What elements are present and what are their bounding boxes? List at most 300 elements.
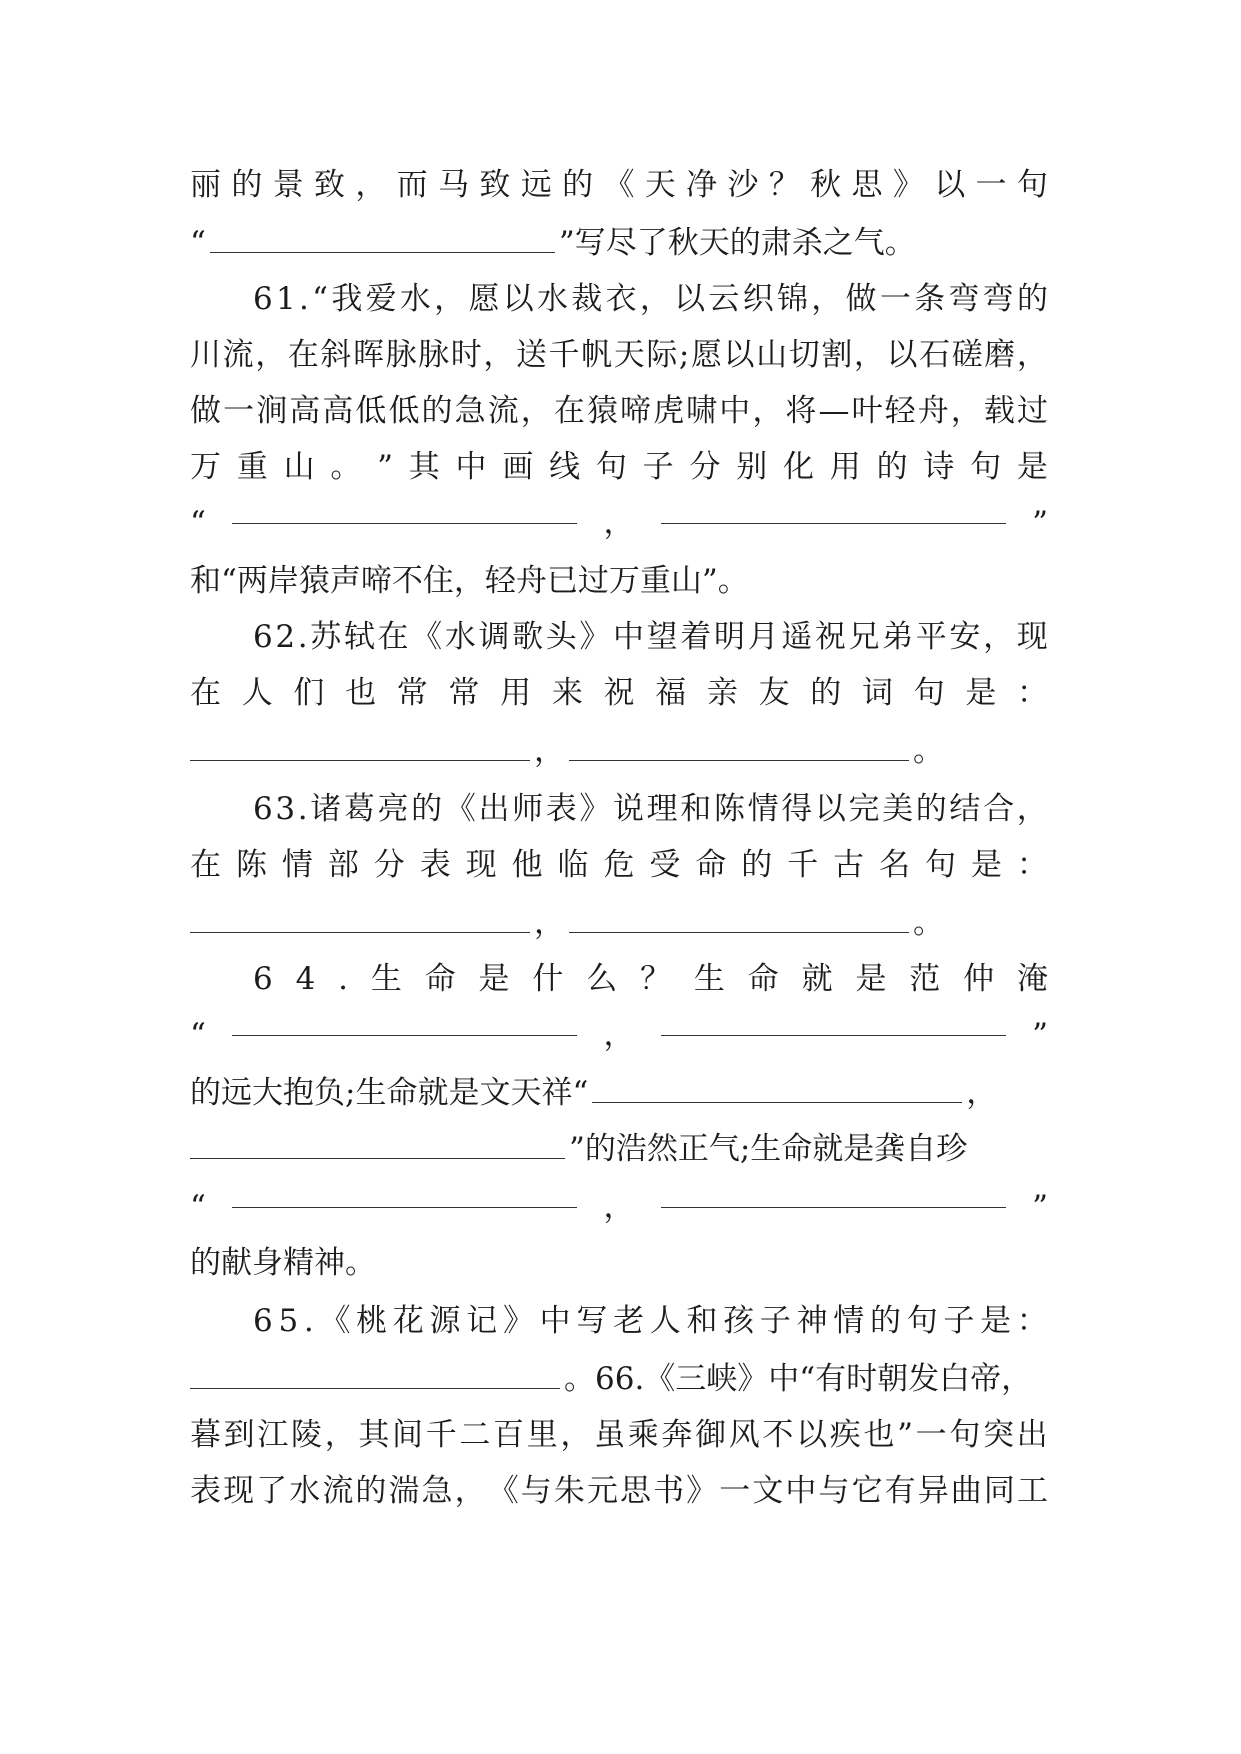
text-char: 以	[796, 1417, 828, 1453]
text-char: ，	[454, 1473, 486, 1509]
text-char: 2	[275, 619, 296, 655]
text-char: 月	[747, 619, 779, 655]
text-char: 磋	[951, 337, 983, 373]
comma: ，	[966, 1075, 998, 1111]
close-quote: ”	[1032, 1189, 1048, 1225]
text-char: 诸	[310, 791, 342, 827]
text-char: 以	[886, 337, 918, 373]
text-char: 神	[796, 1303, 828, 1339]
text-char: 的	[876, 449, 908, 485]
text-char: 文	[752, 1473, 784, 1509]
text-char: 句	[913, 675, 945, 711]
text-char: 完	[848, 791, 880, 827]
text-char: ，	[983, 619, 1015, 655]
text-char: 画	[502, 449, 534, 485]
text-char: 常	[396, 675, 428, 711]
text-char: ？	[768, 167, 800, 203]
text-char: 常	[448, 675, 480, 711]
text-char: 现	[465, 847, 497, 883]
text-char: 1	[276, 281, 296, 317]
text-char: .	[299, 281, 309, 317]
text-char: 祝	[603, 675, 635, 711]
text-char: ”	[897, 1417, 913, 1453]
text-char: 是	[855, 961, 887, 997]
answer-blank[interactable]	[232, 1006, 577, 1036]
close-quote: ”	[1032, 505, 1048, 541]
text-char: 万	[190, 449, 221, 485]
text-char: 就	[801, 961, 833, 997]
text-char: 二	[459, 1417, 491, 1453]
text-char: 写	[576, 1303, 608, 1339]
text-char: 有	[884, 1473, 916, 1509]
text-char: 在	[190, 675, 221, 711]
text-char: 其	[358, 1417, 390, 1453]
text-char: 人	[241, 675, 273, 711]
text-char: 。	[330, 449, 362, 485]
text-char: 亲	[706, 675, 738, 711]
text-char: ？	[640, 961, 672, 997]
comma: ，	[603, 1017, 635, 1053]
text-char: 子	[943, 1303, 975, 1339]
text-char: 里	[526, 1417, 558, 1453]
text-line	[253, 1292, 1048, 1350]
text-char: 织	[742, 281, 774, 317]
text-char: 他	[511, 847, 543, 883]
text-char: 的	[421, 393, 453, 429]
text-char: 水	[289, 1473, 321, 1509]
text-char: 化	[783, 449, 815, 485]
answer-blank[interactable]	[190, 1129, 565, 1159]
text-char: 我	[331, 281, 363, 317]
text-char: 天	[644, 167, 676, 203]
text-char: 的	[355, 1473, 387, 1509]
text-line	[190, 156, 1048, 214]
text-char: 愿	[468, 281, 500, 317]
text-char: 祝	[814, 619, 846, 655]
text-char: 着	[680, 619, 712, 655]
text-char: 书	[653, 1473, 685, 1509]
text-char: 5	[278, 1303, 299, 1339]
text-char: .	[297, 619, 308, 655]
text-char: 衣	[605, 281, 637, 317]
text-char: 用	[829, 449, 861, 485]
text-char: 急	[421, 1473, 453, 1509]
text-line	[253, 780, 1048, 838]
text-char: 弯	[948, 281, 980, 317]
text-line	[190, 1350, 1048, 1408]
text-char: 头	[545, 619, 577, 655]
text-char: ”	[377, 449, 393, 485]
text-char: 而	[396, 167, 428, 203]
text-char: 朱	[553, 1473, 585, 1509]
text-char: 陈	[713, 791, 745, 827]
text-char: 兄	[848, 619, 880, 655]
text-line	[190, 494, 1048, 552]
text-char: 条	[914, 281, 946, 317]
text-char: 和	[680, 791, 712, 827]
text-char: 帆	[581, 337, 613, 373]
text-char: ：	[1016, 1303, 1048, 1339]
text-char: 载	[983, 393, 1015, 429]
text-char: 词	[861, 675, 893, 711]
text-char: 的	[1016, 281, 1048, 317]
text-char: 湍	[388, 1473, 420, 1509]
text-line: 和“两岸猿声啼不住，轻舟已过万重山”。	[190, 563, 749, 599]
text-char: 以	[934, 167, 966, 203]
text-char: 中	[539, 1303, 571, 1339]
text-char: ，	[853, 337, 885, 373]
text-char: 猿	[586, 393, 618, 429]
answer-blank[interactable]	[569, 903, 909, 933]
text-line	[190, 894, 1048, 952]
text-char: 师	[512, 791, 544, 827]
text-char: 叶	[851, 393, 883, 429]
text-line	[190, 1064, 1048, 1122]
text-char: 是	[478, 961, 510, 997]
answer-blank[interactable]	[661, 1006, 1006, 1036]
text-char: 轻	[884, 393, 916, 429]
text-segment: ”的浩然正气;生命就是龚自珍	[569, 1131, 968, 1167]
text-char: 在	[190, 847, 221, 883]
text-char: 歌	[512, 619, 544, 655]
text-char: 陵	[291, 1417, 323, 1453]
text-char: 以	[814, 791, 846, 827]
answer-blank[interactable]	[232, 1178, 577, 1208]
text-line	[190, 214, 1048, 272]
text-char: 景	[272, 167, 304, 203]
text-char: ，	[752, 393, 784, 429]
open-quote: “	[190, 1189, 206, 1225]
answer-blank[interactable]	[190, 1359, 560, 1389]
text-char: ，	[639, 281, 671, 317]
answer-blank[interactable]	[190, 903, 530, 933]
text-char: 到	[223, 1417, 255, 1453]
text-char: 现	[223, 1473, 255, 1509]
text-char: 《	[411, 619, 443, 655]
text-char: 用	[500, 675, 532, 711]
text-char: 一	[223, 393, 255, 429]
text-char: 命	[747, 961, 779, 997]
text-char: 子	[759, 1303, 791, 1339]
text-char: ，	[255, 337, 287, 373]
text-char: 川	[190, 337, 221, 373]
text-char: 低	[388, 393, 420, 429]
text-char: 《	[603, 167, 635, 203]
text-char: 斜	[320, 337, 352, 373]
text-char: 》	[502, 1303, 534, 1339]
text-char: 子	[642, 449, 674, 485]
text-char: ，	[355, 167, 387, 203]
text-char: 6	[253, 281, 273, 317]
text-char: 美	[882, 791, 914, 827]
text-char: 来	[551, 675, 583, 711]
text-char: 一	[915, 1417, 947, 1453]
close-quote: ”	[1032, 1017, 1048, 1053]
text-char: 古	[833, 847, 865, 883]
open-quote: “	[190, 225, 206, 261]
text-char: 工	[1016, 1473, 1048, 1509]
text-line	[190, 438, 1048, 496]
answer-blank[interactable]	[210, 223, 555, 253]
text-char: 云	[708, 281, 740, 317]
text-char: 致	[314, 167, 346, 203]
text-char: 脉	[385, 337, 417, 373]
text-char: 的	[231, 167, 263, 203]
text-char: 丽	[190, 167, 221, 203]
text-char: 曲	[950, 1473, 982, 1509]
text-char: 它	[851, 1473, 883, 1509]
text-char: 说	[613, 791, 645, 827]
text-char: 千	[425, 1417, 457, 1453]
text-char: 的	[869, 1303, 901, 1339]
text-char: 们	[293, 675, 325, 711]
text-char: 分	[689, 449, 721, 485]
period: 。	[913, 733, 944, 769]
text-char: 突	[982, 1417, 1014, 1453]
text-char: 山	[283, 449, 315, 485]
text-line	[190, 382, 1048, 440]
text-char: 啸	[686, 393, 718, 429]
text-char: 奔	[661, 1417, 693, 1453]
text-char: 理	[646, 791, 678, 827]
answer-blank[interactable]	[661, 494, 1006, 524]
text-char: ，	[324, 1417, 356, 1453]
text-char: 一	[975, 167, 1007, 203]
text-char: 句	[595, 449, 627, 485]
text-char: 分	[373, 847, 405, 883]
text-char: ，	[483, 337, 515, 373]
text-char: 愿	[690, 337, 722, 373]
text-char: 在	[287, 337, 319, 373]
text-char: 切	[788, 337, 820, 373]
text-segment: ”写尽了秋天的肃杀之气。	[558, 225, 916, 261]
text-char: ：	[1016, 847, 1048, 883]
text-char: 是	[970, 847, 1002, 883]
text-char: 以	[723, 337, 755, 373]
text-char: 结	[949, 791, 981, 827]
text-char: 际	[646, 337, 678, 373]
text-char: 的	[810, 675, 842, 711]
text-char: 沙	[727, 167, 759, 203]
text-char: 诗	[923, 449, 955, 485]
text-char: 爱	[365, 281, 397, 317]
text-char: 的	[915, 791, 947, 827]
text-line	[190, 1462, 1048, 1520]
text-char: 轼	[343, 619, 375, 655]
text-char: .	[303, 1303, 314, 1339]
text-char: 什	[532, 961, 564, 997]
text-char: 时	[450, 337, 482, 373]
text-line	[190, 836, 1048, 894]
text-char: 源	[429, 1303, 461, 1339]
text-char: 与	[520, 1473, 552, 1509]
text-line	[253, 608, 1048, 666]
text-char: 过	[1016, 393, 1048, 429]
text-char: 不	[762, 1417, 794, 1453]
text-char: 虽	[594, 1417, 626, 1453]
text-char: 出	[478, 791, 510, 827]
text-char: 重	[236, 449, 268, 485]
answer-blank[interactable]	[190, 731, 530, 761]
text-char: 葛	[343, 791, 375, 827]
text-char: 脉	[418, 337, 450, 373]
text-char: 出	[1016, 1417, 1048, 1453]
text-char: 陈	[235, 847, 267, 883]
text-char: 线	[549, 449, 581, 485]
text-char: 友	[758, 675, 790, 711]
text-char: 急	[454, 393, 486, 429]
text-char: 一	[879, 281, 911, 317]
comma: ，	[534, 905, 565, 941]
text-char: 危	[603, 847, 635, 883]
text-char: 和	[686, 1303, 718, 1339]
text-char: 别	[736, 449, 768, 485]
text-char: ：	[1017, 675, 1048, 711]
text-char: 在	[553, 393, 585, 429]
text-line	[190, 1178, 1048, 1236]
text-char: 情	[747, 791, 779, 827]
text-char: 》	[686, 1473, 718, 1509]
text-char: 以	[674, 281, 706, 317]
text-segment: 的远大抱负;生命就是文天祥“	[190, 1075, 589, 1111]
text-char: 4	[295, 961, 316, 997]
text-char: 流	[487, 393, 519, 429]
text-char: 高	[322, 393, 354, 429]
text-char: 范	[909, 961, 941, 997]
text-char: 《	[444, 791, 476, 827]
text-char: 其	[408, 449, 440, 485]
text-char: 中	[613, 619, 645, 655]
text-char: 啼	[620, 393, 652, 429]
text-char: 异	[917, 1473, 949, 1509]
text-char: 表	[190, 1473, 221, 1509]
text-char: 中	[785, 1473, 817, 1509]
text-char: 虎	[653, 393, 685, 429]
text-char: 也	[345, 675, 377, 711]
text-char: 老	[613, 1303, 645, 1339]
text-char: 低	[355, 393, 387, 429]
text-char: 表	[419, 847, 451, 883]
text-char: 情	[833, 1303, 865, 1339]
answer-blank[interactable]	[232, 494, 577, 524]
text-char: 千	[787, 847, 819, 883]
text-char: 石	[919, 337, 951, 373]
text-char: ，	[1016, 337, 1048, 373]
text-char: 句	[906, 1303, 938, 1339]
text-char: 水	[399, 281, 431, 317]
text-char: 天	[613, 337, 645, 373]
text-char: 是	[980, 1303, 1012, 1339]
text-char: 乘	[627, 1417, 659, 1453]
open-quote: “	[190, 1017, 206, 1053]
text-char: 花	[392, 1303, 424, 1339]
text-char: 弯	[982, 281, 1014, 317]
text-char: .	[297, 791, 308, 827]
text-char: —	[818, 393, 850, 429]
text-char: 明	[713, 619, 745, 655]
text-char: 亮	[377, 791, 409, 827]
text-char: 的	[562, 167, 594, 203]
text-char: 锦	[776, 281, 808, 317]
text-char: 暮	[190, 1417, 221, 1453]
text-char: ;	[678, 337, 690, 373]
open-quote: “	[190, 505, 206, 541]
text-char: 苏	[310, 619, 342, 655]
text-char: 将	[785, 393, 817, 429]
text-segment: 。66.《三峡》中“有时朝发白帝，	[564, 1361, 1033, 1397]
text-line	[253, 950, 1048, 1008]
text-char: 句	[970, 449, 1002, 485]
text-line	[190, 1406, 1048, 1464]
text-char: 净	[686, 167, 718, 203]
text-char: 与	[818, 1473, 850, 1509]
text-char: 现	[1016, 619, 1048, 655]
text-char: 淹	[1016, 961, 1048, 997]
text-char: 《	[319, 1303, 351, 1339]
text-char: 间	[392, 1417, 424, 1453]
text-char: 做	[190, 393, 221, 429]
text-char: 流	[222, 337, 254, 373]
text-char: 山	[756, 337, 788, 373]
text-line	[190, 722, 1048, 780]
text-char: 6	[253, 961, 273, 997]
text-char: 千	[548, 337, 580, 373]
text-char: 致	[479, 167, 511, 203]
text-char: 句	[949, 1417, 981, 1453]
text-char: 的	[411, 791, 443, 827]
text-char: 流	[322, 1473, 354, 1509]
text-line	[190, 326, 1048, 384]
text-char: 6	[253, 1303, 273, 1339]
text-char: 临	[557, 847, 589, 883]
text-char: 同	[983, 1473, 1015, 1509]
comma: ，	[603, 505, 635, 541]
text-char: 御	[695, 1417, 727, 1453]
text-char: 弟	[882, 619, 914, 655]
text-char: 思	[851, 167, 883, 203]
text-char: 》	[579, 791, 611, 827]
text-line	[253, 270, 1048, 328]
text-char: ，	[950, 393, 982, 429]
text-char: 远	[520, 167, 552, 203]
text-line: 的献身精神。	[190, 1245, 376, 1281]
text-char: 送	[515, 337, 547, 373]
answer-blank[interactable]	[661, 1178, 1006, 1208]
text-char: 水	[444, 619, 476, 655]
text-char: 晖	[352, 337, 384, 373]
text-char: 句	[925, 847, 956, 883]
text-char: 部	[327, 847, 359, 883]
text-char: 遥	[781, 619, 813, 655]
text-char: ，	[1016, 791, 1048, 827]
answer-blank[interactable]	[569, 731, 909, 761]
text-char: 》	[892, 167, 924, 203]
text-char: ，	[560, 1417, 592, 1453]
text-char: 合	[983, 791, 1015, 827]
text-char: 6	[253, 791, 273, 827]
text-char: 表	[545, 791, 577, 827]
text-char: 调	[478, 619, 510, 655]
text-char: 的	[741, 847, 773, 883]
text-char: 》	[579, 619, 611, 655]
answer-blank[interactable]	[592, 1073, 962, 1103]
text-char: “	[312, 281, 329, 317]
comma: ，	[534, 733, 565, 769]
text-char: 命	[695, 847, 727, 883]
text-char: .	[338, 961, 349, 997]
text-char: ，	[811, 281, 843, 317]
text-char: 孩	[723, 1303, 755, 1339]
